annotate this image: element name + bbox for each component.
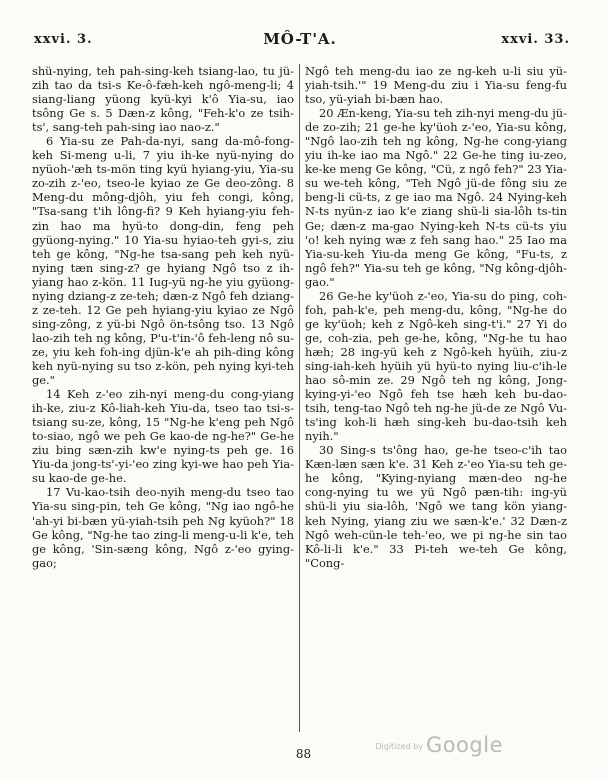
google-logo: Google	[425, 733, 503, 757]
paragraph: 26 Ge-he ky'üoh z-'eo, Yia-su do ping, coh-foh, pah-k'e, peh meng-du, kông, "Ng-he do ge ky'üoh; keh z Ngô-keh sing-t'i." 27 Yi do ge, coh-zia, peh ge-he, kông, "Ng-he tu hao hæh; 28 ing-yü keh z Ngô-keh hyüih, ziu-z sing-iah-keh hyüih yü hyü-to nying liu-c'ih-le hao sô-min ze. 29 Ngô teh ng kông, Jong-kying-yi-'eo Ngô feh tse hæh keh bu-dao-tsih, teng-tao Ngô teh ng-he jü-de ze Ngô Vu-ts'ing koh-li hæh sing-keh bu-dao-tsih keh nyih."	[305, 288, 567, 444]
paragraph: Ngô teh meng-du iao ze ng-keh u-li siu yü-yiah-tsih.'" 19 Meng-du ziu i Yia-su feng-fu tso, yü-yiah bi-bæn hao.	[305, 64, 567, 107]
watermark-prefix: Digitized by	[375, 742, 423, 751]
header-chapter-right: xxvi. 33.	[501, 32, 570, 47]
left-column	[32, 64, 294, 740]
paragraph: shü-nying, teh pah-sing-keh tsiang-lao, tu jü-zih tao da tsi-s Ke-ô-fæh-keh ngô-meng-li; 4 siang-liang yüong kyü-kyi k'ô Yia-su, iao tsông Ge s. 5 Dæn-z kông, "Feh-k'o ze tsih-ts', sang-teh pah-sing iao nao-z."	[32, 64, 294, 135]
paragraph: 30 Sing-s ts'ông hao, ge-he tseo-c'ih tao Kæn-læn sæn k'e. 31 Keh z-'eo Yia-su teh ge-he kông, "Kying-nyiang mæn-deo ng-he cong-nying tu we yü Ngô pæn-tih: ing-yü shü-li yiu sia-lôh, 'Ngô we tang kön yiang-keh Nying, yiang ziu we sæn-k'e.' 32 Dæn-z Ngô weh-cün-le teh-'eo, we pi ng-he sin tao Kô-li-li k'e." 33 Pi-teh we-teh Ge kông, "Cong-	[305, 443, 567, 570]
right-column	[305, 64, 567, 740]
header-book-title: MÔ-T'A.	[263, 30, 337, 48]
paragraph: 6 Yia-su ze Pah-da-nyi, sang da-mô-fong-keh Si-meng u-li, 7 yiu ih-ke nyü-nying do nyüoh-'æh ts-mön ting kyü hyiang-yiu, Yia-su zo-zih z-'eo, tseo-le kyiao ze Ge deo-zông. 8 Meng-du mông-djôh, yiu feh congi, kông, "Tsa-sang t'ih lông-fi? 9 Keh hyiang-yiu feh-zin hao ma hyü-to dong-din, feng peh gyüong-nying." 10 Yia-su hyiao-teh gyi-s, ziu teh ge kông, "Ng-he tsa-sang peh keh nyü-nying tæn sing-z? ge hyiang Ngô tso z ih-yiang hao z-kön. 11 Iug-yü ng-he yiu gyüong-nying dziang-z ze-teh; dæn-z Ngô feh dziang-z ze-teh. 12 Ge peh hyiang-yiu kyiao ze Ngô sing-zông, z yü-bi Ngô ön-tsông tso. 13 Ngô lao-zih teh ng kông, P'u-t'in-'ô feh-leng nô su-ze, yiu keh foh-ing djün-k'e ah pih-ding kông keh nyü-nying su tso z-kön, peh nying kyi-teh ge."	[32, 134, 294, 388]
column-divider	[299, 64, 300, 732]
running-header	[30, 32, 570, 54]
google-watermark	[375, 733, 503, 757]
paragraph: 17 Vu-kao-tsih deo-nyih meng-du tseo tao Yia-su sing-pin, teh Ge kông, "Ng iao ngô-he 'ah-yi bi-bæn yü-yiah-tsih peh Ng kyüoh?" 18 Ge kông, "Ng-he tao zing-li meng-u-li k'e, teh ge kông, 'Sin-sæng kông, Ngô z-'eo gying-gao;	[32, 485, 294, 570]
paragraph: 14 Keh z-'eo zih-nyi meng-du cong-yiang ih-ke, ziu-z Kô-liah-keh Yiu-da, tseo tao tsi-s-tsiang su-ze, kông, 15 "Ng-he k'eng peh Ngô to-siao, ngô we peh Ge kao-de ng-he?" Ge-he ziu bing sæn-zih kw'e nying-ts peh ge. 16 Yiu-da jong-ts'-yi-'eo zing kyi-we hao peh Yia-su kao-de ge-he.	[32, 387, 294, 486]
header-chapter-left: xxvi. 3.	[34, 32, 93, 47]
paragraph: 20 Æn-keng, Yia-su teh zih-nyi meng-du jü-de zo-zih; 21 ge-he ky'üoh z-'eo, Yia-su kông, "Ngô lao-zih teh ng kông, Ng-he cong-yiang yiu ih-ke iao ma Ngô." 22 Ge-he ting iu-zeo, ke-ke meng Ge kông, "Cü, z ngô feh?" 23 Yia-su we-teh kông, "Teh Ngô jü-de fông siu ze beng-li cü-ts, z ge iao ma Ngô. 24 Nying-keh N-ts nyün-z iao k'e ziang shü-li sia-lôh ts-tin Ge; dæn-z ma-gao Nying-keh N-ts cü-ts yiu 'o! keh nying wæ z feh sang hao." 25 Iao ma Yia-su-keh Yiu-da meng Ge kông, "Fu-ts, z ngô feh?" Yia-su teh ge kông, "Ng kông-djôh-gao."	[305, 106, 567, 289]
page-number: 88	[295, 747, 312, 761]
